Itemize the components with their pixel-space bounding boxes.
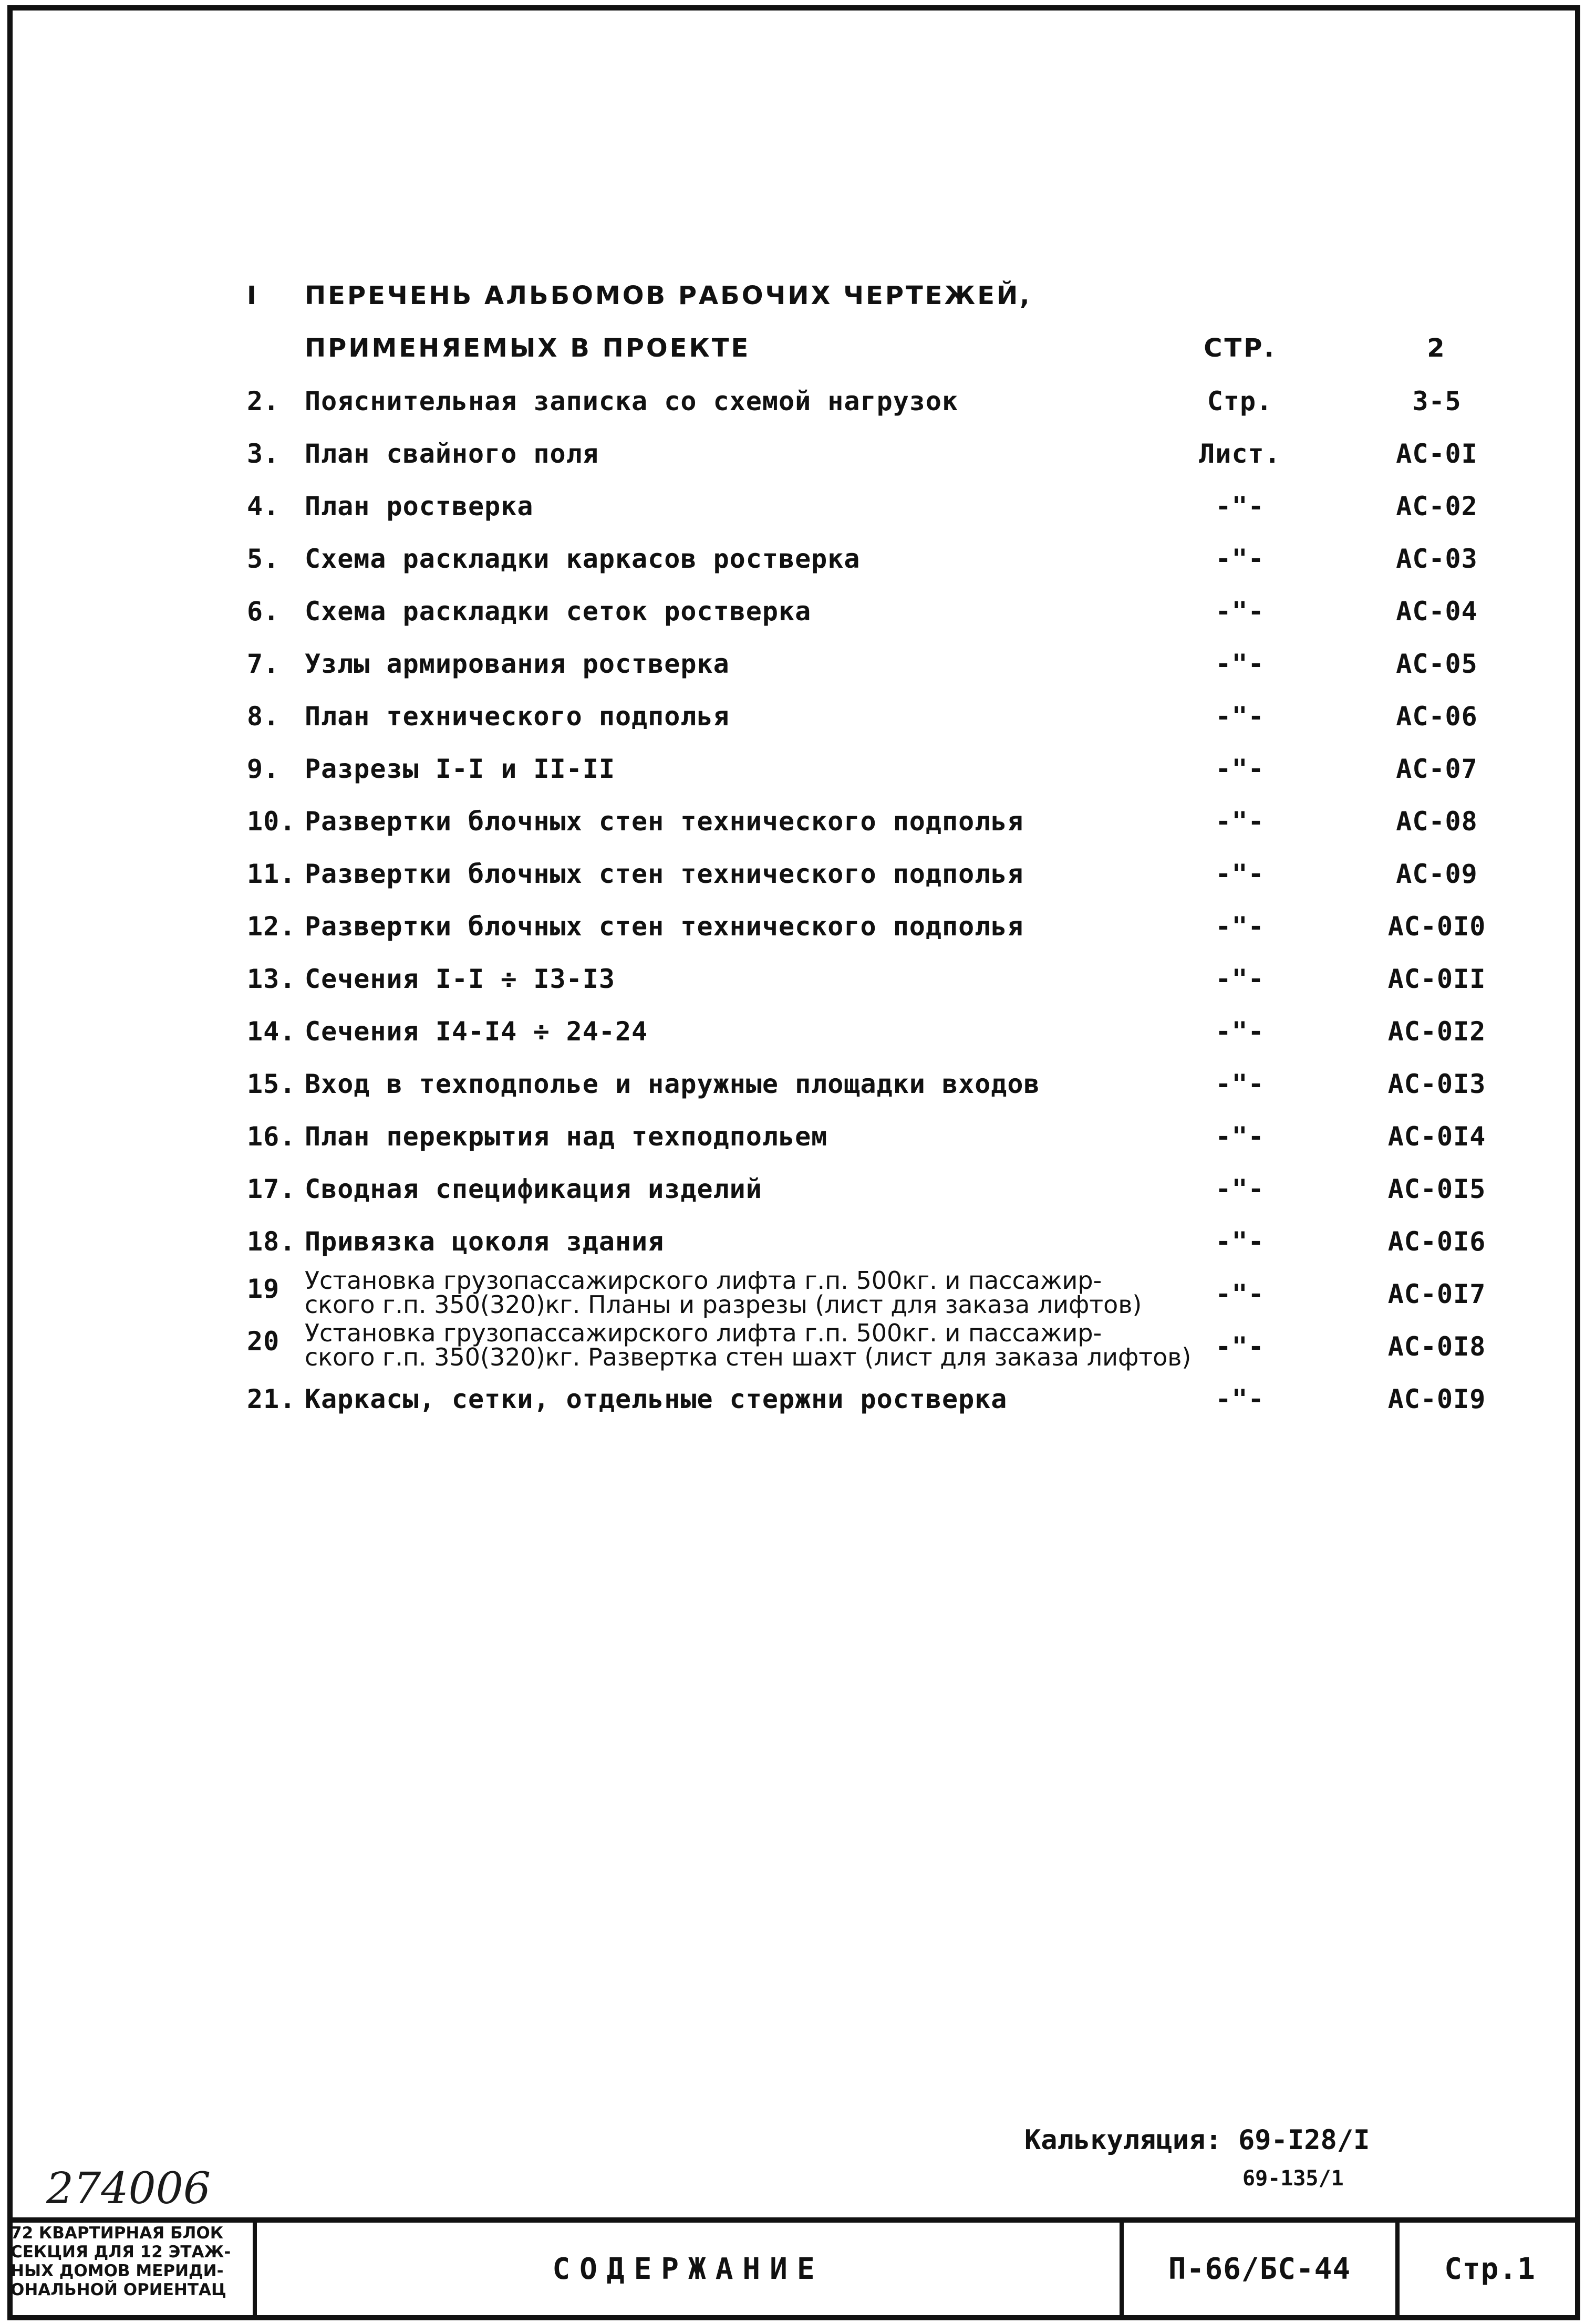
toc-title-line1: ПЕРЕЧЕНЬ АЛЬБОМОВ РАБОЧИХ ЧЕРТЕЖЕЙ, [305, 281, 1032, 310]
toc-title: План ростверка [305, 491, 534, 522]
toc-code: АС-0I [1396, 439, 1478, 469]
toc-row [247, 953, 1518, 1006]
toc-code: АС-0II [1387, 964, 1486, 994]
toc-row [247, 1321, 1518, 1373]
toc-ref: -"- [1215, 1121, 1265, 1152]
toc-title: Развертки блочных стен технического подполья [305, 859, 1024, 889]
toc-code: 2 [1427, 334, 1447, 363]
toc-ref: -"- [1215, 911, 1265, 942]
toc-title-line1: Установка грузопассажирского лифта г.п. 500кг. и пассажир- [305, 1319, 1102, 1347]
toc-row [247, 1373, 1518, 1426]
sheet-title: СОДЕРЖАНИЕ [552, 2252, 824, 2286]
toc-ref: -"- [1215, 1226, 1265, 1257]
series-code: П-66/БС-44 [1168, 2252, 1351, 2286]
toc-code: АС-0I8 [1387, 1331, 1486, 1362]
toc-number: 9. [247, 754, 280, 784]
title-block [7, 2217, 1580, 2320]
toc-number: 11. [247, 859, 296, 889]
table-of-contents [247, 270, 1518, 1426]
toc-ref: -"- [1215, 1174, 1265, 1204]
toc-code: 3-5 [1412, 386, 1462, 416]
toc-title [305, 1321, 1191, 1369]
toc-title: Схема раскладки каркасов ростверка [305, 544, 861, 574]
toc-code: АС-0I4 [1387, 1121, 1486, 1152]
toc-row [247, 481, 1518, 533]
toc-code: АС-09 [1396, 859, 1478, 889]
calculation-reference-secondary: 69-135/1 [1242, 2166, 1344, 2191]
toc-row [247, 638, 1518, 691]
toc-ref: -"- [1215, 1331, 1265, 1362]
toc-title-line2: ПРИМЕНЯЕМЫХ В ПРОЕКТЕ [305, 334, 751, 363]
calculation-reference: Калькуляция: 69-I28/I [1024, 2124, 1370, 2156]
toc-ref: -"- [1215, 859, 1265, 889]
page-number: Стр.1 [1444, 2252, 1536, 2286]
toc-number: 20 [247, 1326, 280, 1357]
toc-ref: СТР. [1204, 334, 1276, 363]
toc-title: Сечения I-I ÷ I3-I3 [305, 964, 615, 994]
toc-row [247, 691, 1518, 743]
toc-row [247, 1006, 1518, 1058]
toc-number: 19 [247, 1274, 280, 1304]
toc-ref: -"- [1215, 596, 1265, 627]
toc-row [247, 1058, 1518, 1111]
toc-title: Сводная спецификация изделий [305, 1174, 762, 1204]
series-cell [1124, 2223, 1400, 2320]
toc-title: Узлы армирования ростверка [305, 649, 730, 679]
toc-number: 3. [247, 439, 280, 469]
toc-row [247, 428, 1518, 481]
toc-code: АС-0I2 [1387, 1016, 1486, 1047]
toc-title: Сечения I4-I4 ÷ 24-24 [305, 1016, 648, 1047]
toc-ref: -"- [1215, 806, 1265, 837]
project-line: ОНАЛЬНОЙ ОРИЕНТАЦ [11, 2280, 226, 2299]
toc-number: 12. [247, 911, 296, 942]
toc-row [247, 743, 1518, 796]
toc-row [247, 376, 1518, 428]
toc-row [247, 901, 1518, 953]
toc-ref: Лист. [1199, 439, 1281, 469]
toc-ref: -"- [1215, 1016, 1265, 1047]
toc-ref: Стр. [1207, 386, 1273, 416]
toc-number: 8. [247, 701, 280, 732]
toc-code: АС-05 [1396, 649, 1478, 679]
toc-row [247, 270, 1518, 376]
toc-ref: -"- [1215, 1279, 1265, 1309]
toc-title: Пояснительная записка со схемой нагрузок [305, 386, 959, 416]
toc-number: I [247, 281, 258, 310]
toc-code: АС-03 [1396, 544, 1478, 574]
toc-code: АС-0I9 [1387, 1384, 1486, 1414]
toc-number: 16. [247, 1121, 296, 1152]
toc-ref: -"- [1215, 1069, 1265, 1099]
toc-title: Каркасы, сетки, отдельные стержни ростверка [305, 1384, 1008, 1414]
toc-ref: -"- [1215, 701, 1265, 732]
sheet-title-cell [257, 2223, 1124, 2320]
toc-row [247, 586, 1518, 638]
toc-code: АС-08 [1396, 806, 1478, 837]
toc-number: 2. [247, 386, 280, 416]
toc-row [247, 1268, 1518, 1321]
toc-title [305, 1268, 1142, 1317]
toc-number: 6. [247, 596, 280, 627]
toc-ref: -"- [1215, 491, 1265, 522]
toc-code: АС-07 [1396, 754, 1478, 784]
toc-title: План технического подполья [305, 701, 730, 732]
toc-code: АС-06 [1396, 701, 1478, 732]
handwritten-inventory-number: 274006 [46, 2164, 211, 2214]
toc-number: 15. [247, 1069, 296, 1099]
toc-ref: -"- [1215, 964, 1265, 994]
toc-code: АС-0I7 [1387, 1279, 1486, 1309]
toc-number: 17. [247, 1174, 296, 1204]
toc-ref: -"- [1215, 649, 1265, 679]
toc-title-line2: ского г.п. 350(320)кг. Развертка стен шахт (лист для заказа лифтов) [305, 1343, 1192, 1371]
page-cell [1400, 2223, 1580, 2320]
toc-number: 14. [247, 1016, 296, 1047]
project-line: 72 КВАРТИРНАЯ БЛОК [11, 2224, 224, 2243]
project-line: СЕКЦИЯ ДЛЯ 12 ЭТАЖ- [11, 2243, 231, 2262]
toc-number: 4. [247, 491, 280, 522]
toc-title: Схема раскладки сеток ростверка [305, 596, 812, 627]
toc-row [247, 533, 1518, 586]
toc-title: Развертки блочных стен технического подполья [305, 911, 1024, 942]
toc-number: 13. [247, 964, 296, 994]
toc-code: АС-0I0 [1387, 911, 1486, 942]
toc-number: 21. [247, 1384, 296, 1414]
toc-row [247, 796, 1518, 848]
toc-row [247, 1216, 1518, 1268]
toc-number: 10. [247, 806, 296, 837]
toc-ref: -"- [1215, 1384, 1265, 1414]
toc-row [247, 1163, 1518, 1216]
toc-row [247, 848, 1518, 901]
toc-code: АС-04 [1396, 596, 1478, 627]
toc-ref: -"- [1215, 754, 1265, 784]
toc-ref: -"- [1215, 544, 1265, 574]
toc-title: Разрезы I-I и II-II [305, 754, 615, 784]
project-line: НЫХ ДОМОВ МЕРИДИ- [11, 2262, 224, 2280]
toc-title: Привязка цоколя здания [305, 1226, 665, 1257]
toc-number: 5. [247, 544, 280, 574]
toc-code: АС-0I3 [1387, 1069, 1486, 1099]
toc-title: Вход в техподполье и наружные площадки входов [305, 1069, 1040, 1099]
toc-code: АС-02 [1396, 491, 1478, 522]
toc-code: АС-0I5 [1387, 1174, 1486, 1204]
toc-title-line2: ского г.п. 350(320)кг. Планы и разрезы (лист для заказа лифтов) [305, 1290, 1142, 1319]
toc-title-line1: Установка грузопассажирского лифта г.п. 500кг. и пассажир- [305, 1266, 1102, 1295]
toc-title: План свайного поля [305, 439, 599, 469]
toc-number: 7. [247, 649, 280, 679]
toc-title: Развертки блочных стен технического подполья [305, 806, 1024, 837]
project-description [7, 2223, 257, 2320]
toc-row [247, 1111, 1518, 1163]
toc-title: План перекрытия над техподпольем [305, 1121, 828, 1152]
toc-code: АС-0I6 [1387, 1226, 1486, 1257]
toc-number: 18. [247, 1226, 296, 1257]
